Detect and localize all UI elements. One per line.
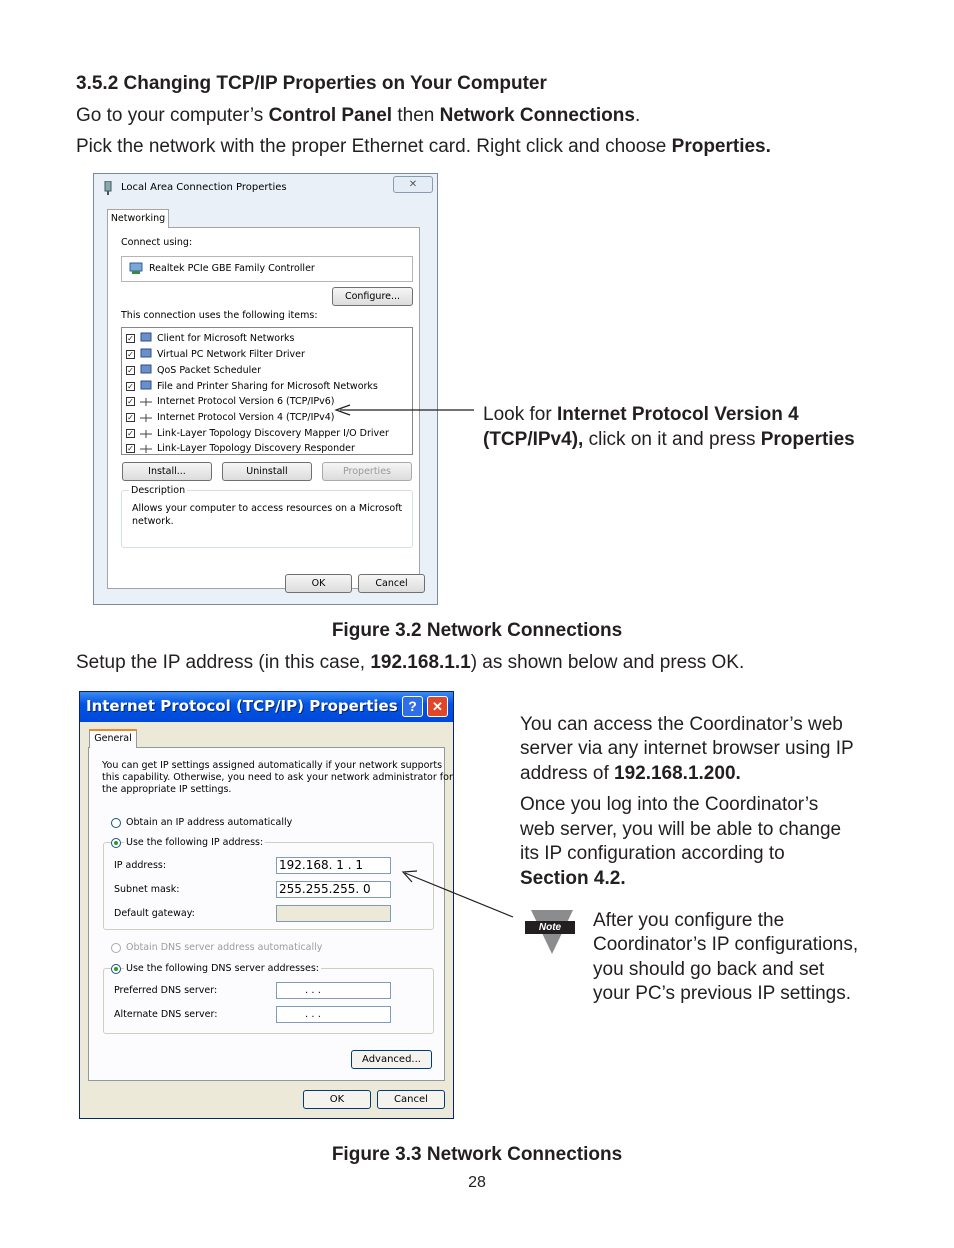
ok-button[interactable]: OK [303,1090,371,1109]
radio-use-ip[interactable] [111,838,121,848]
text: Go to your computer’s [76,105,269,126]
default-gateway-input[interactable] [276,905,391,922]
right-p1-line-3 [520,762,741,786]
section-heading: 3.5.2 Changing TCP/IP Properties on Your Computer [76,73,547,94]
configure-button[interactable]: Configure... [332,287,413,306]
uninstall-button[interactable]: Uninstall [222,462,312,481]
text: address of [520,763,614,784]
bold-tcpipv4: (TCP/IPv4), [483,429,584,450]
preferred-dns-label: Preferred DNS server: [114,985,218,996]
ip-address-input[interactable]: 192.168. 1 . 1 [276,857,391,874]
callout-line-1 [483,403,799,427]
figure-caption-2: Figure 3.3 Network Connections [331,1144,623,1165]
note-line-3: you should go back and set [593,959,825,980]
text: ) as shown below and press OK. [470,652,745,673]
help-button[interactable]: ? [402,696,423,717]
list-item-label: QoS Packet Scheduler [157,365,261,376]
subnet-mask-label: Subnet mask: [114,884,180,895]
note-line-1: After you configure the [593,910,785,931]
checkbox-checked-icon[interactable]: ✓ [127,397,134,406]
alternate-dns-label: Alternate DNS server: [114,1009,218,1020]
bold-ip: 192.168.1.1 [370,652,471,673]
service-icon [139,348,153,360]
right-p2-line-4: Section 4.2. [520,868,626,889]
properties-button[interactable]: Properties [322,462,412,481]
list-item-label: Client for Microsoft Networks [157,333,295,344]
intro-line-2: this capability. Otherwise, you need to ask your network administrator for [102,772,453,783]
ip-address-label: IP address: [114,860,167,871]
right-p2-line-1: Once you log into the Coordinator’s [520,794,819,815]
checkbox-checked-icon[interactable]: ✓ [127,334,134,343]
checkbox-checked-icon[interactable]: ✓ [127,350,134,359]
callout-arrow-2 [395,866,520,921]
intro-line-2 [76,135,771,159]
obtain-ip-label: Obtain an IP address automatically [126,817,293,828]
radio-obtain-ip[interactable] [111,818,121,828]
list-item-label: Internet Protocol Version 6 (TCP/IPv6) [157,396,335,407]
close-button[interactable]: ✕ [393,176,433,193]
description-group [121,485,413,548]
note-line-2: Coordinator’s IP configurations, [593,934,859,955]
protocol-icon [139,442,153,454]
network-adapter-icon [103,181,113,195]
cancel-button[interactable]: Cancel [377,1090,445,1109]
figure-caption-1: Figure 3.2 Network Connections [331,620,623,641]
checkbox-checked-icon[interactable]: ✓ [127,444,134,453]
bold-properties: Properties [760,429,855,450]
list-item-label: Link-Layer Topology Discovery Responder [157,443,355,454]
note-line-4: your PC’s previous IP settings. [593,983,852,1004]
bold-control-panel: Control Panel [268,105,393,126]
use-dns-label: Use the following DNS server addresses: [126,963,319,974]
right-p2-line-2: web server, you will be able to change [520,819,842,840]
default-gateway-label: Default gateway: [114,908,195,919]
cancel-button[interactable]: Cancel [358,574,425,593]
page-number: 28 [468,1174,486,1191]
items-list[interactable] [121,327,413,455]
right-p1-line-1: You can access the Coordinator’s web [520,714,843,735]
tab-networking[interactable]: Networking [107,209,169,228]
bold-properties: Properties. [671,136,771,157]
callout-arrow-1 [330,400,475,420]
checkbox-checked-icon[interactable]: ✓ [127,382,134,391]
close-button[interactable]: ✕ [427,696,448,717]
protocol-icon [139,411,153,423]
local-area-connection-dialog [93,173,438,605]
list-item-label: Virtual PC Network Filter Driver [157,349,305,360]
title-bar [80,692,453,722]
alternate-dns-input[interactable]: . . . [276,1006,391,1023]
intro-line-3: the appropriate IP settings. [102,784,232,795]
bold-network-connections: Network Connections [439,105,635,126]
list-item-label: Link-Layer Topology Discovery Mapper I/O Driver [157,428,389,439]
dialog-title: Local Area Connection Properties [121,182,287,193]
intro-line-1 [76,104,640,128]
radio-use-dns[interactable] [111,964,121,974]
text: click on it and press [583,429,761,450]
adapter-box [121,256,413,282]
network-card-icon [129,262,143,275]
description-line-2: network. [132,516,174,527]
advanced-button[interactable]: Advanced... [351,1050,432,1069]
text: Look for [483,404,557,425]
tab-panel [88,747,453,1081]
checkbox-checked-icon[interactable]: ✓ [127,429,134,438]
subnet-mask-input[interactable]: 255.255.255. 0 [276,881,391,898]
client-icon [139,332,153,344]
setup-line [76,651,744,675]
description-line-1: Allows your computer to access resources on a Microsoft [132,503,403,514]
dialog-title: Internet Protocol (TCP/IP) Properties [86,697,398,715]
items-label: This connection uses the following items: [121,310,318,321]
obtain-dns-label: Obtain DNS server address automatically [126,942,323,953]
tab-general[interactable]: General [89,729,137,748]
install-button[interactable]: Install... [122,462,212,481]
service-icon [139,364,153,376]
list-item-label: Internet Protocol Version 4 (TCP/IPv4) [157,412,335,423]
preferred-dns-input[interactable]: . . . [276,982,391,999]
connect-using-label: Connect using: [121,237,193,248]
protocol-icon [139,395,153,407]
adapter-name: Realtek PCIe GBE Family Controller [149,263,315,274]
intro-line-1: You can get IP settings assigned automatically if your network supports [102,760,443,771]
right-p1-line-2: server via any internet browser using IP [520,738,854,759]
protocol-icon [139,427,153,439]
text: then [392,105,440,126]
bold-ipv4: Internet Protocol Version 4 [556,404,799,425]
callout-line-2 [483,428,855,452]
dns-group [103,968,434,1034]
text: Setup the IP address (in this case, [76,652,371,673]
radio-obtain-dns[interactable] [111,943,121,953]
description-label: Description [131,485,186,496]
note-badge: Note [525,921,575,934]
checkbox-checked-icon[interactable]: ✓ [127,366,134,375]
list-item-label: File and Printer Sharing for Microsoft Networks [157,381,378,392]
ok-button[interactable]: OK [285,574,352,593]
service-icon [139,380,153,392]
text: . [634,105,641,126]
bold-ip: 192.168.1.200. [614,763,741,784]
use-ip-label: Use the following IP address: [126,837,264,848]
checkbox-checked-icon[interactable]: ✓ [127,413,134,422]
right-p2-line-3: its IP configuration according to [520,843,785,864]
text: Pick the network with the proper Ethernet card. Right click and choose [76,136,672,157]
